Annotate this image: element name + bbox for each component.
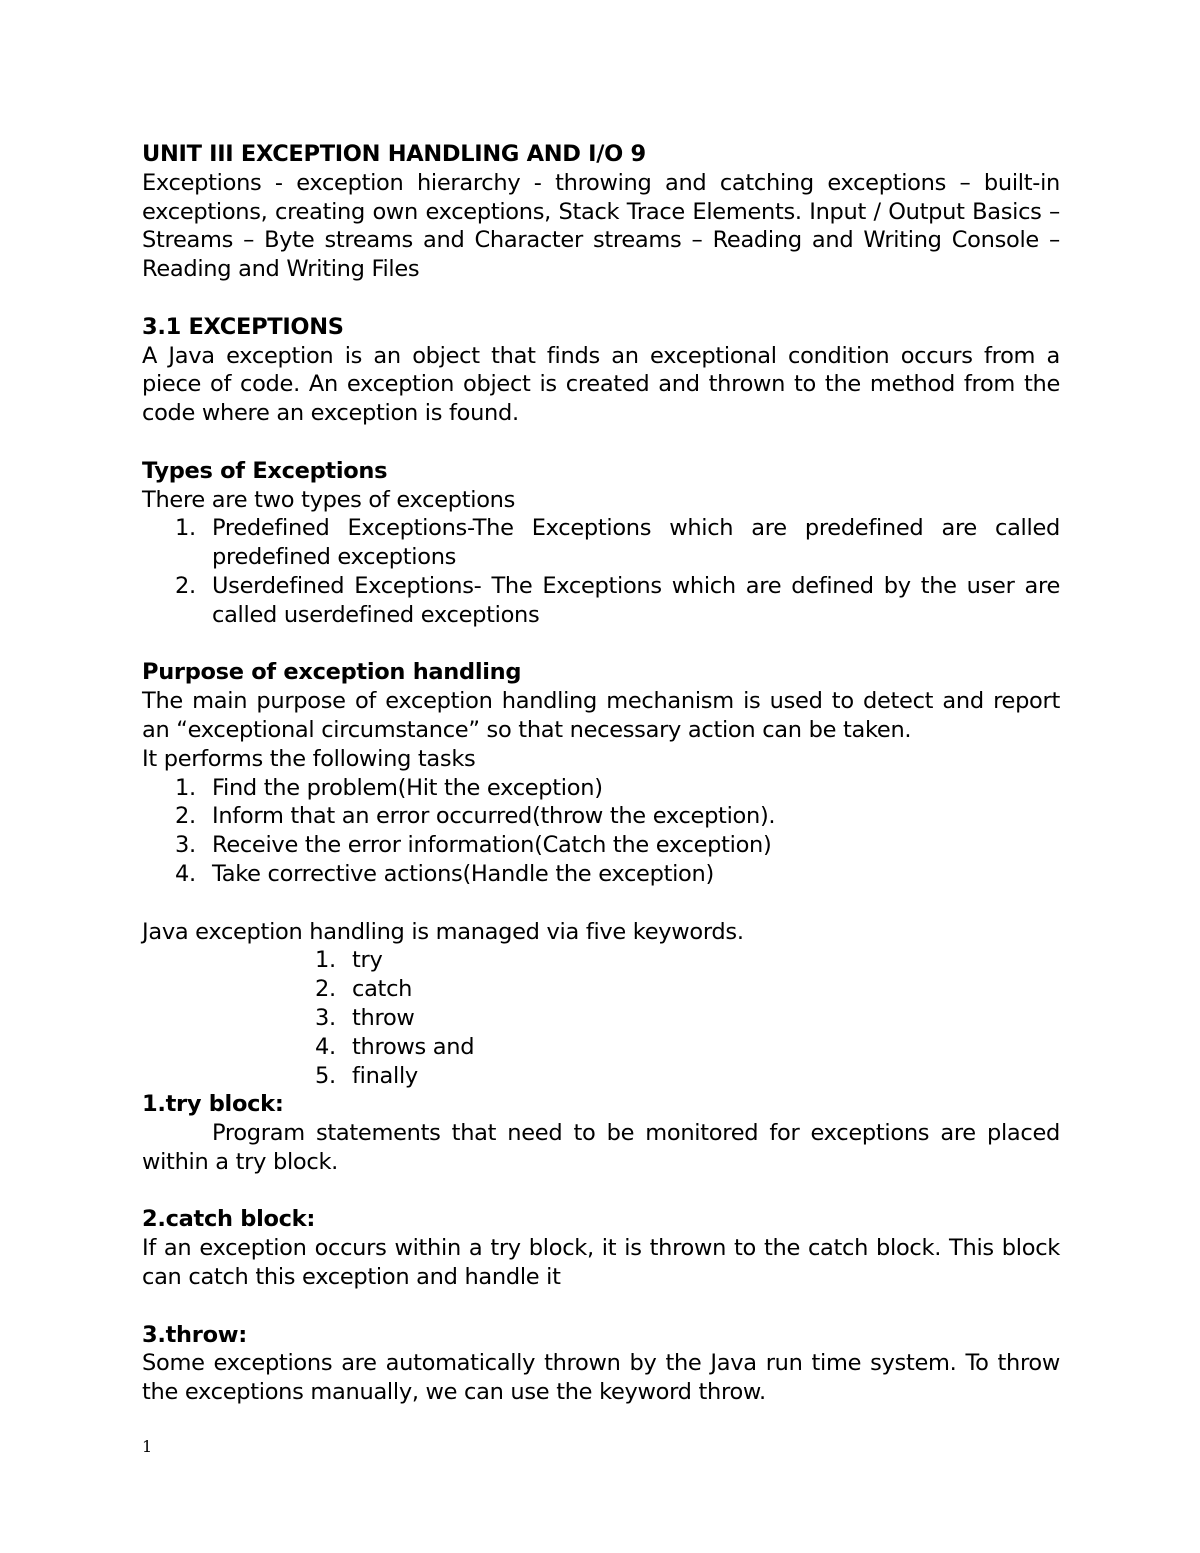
list-item-text: Predefined Exceptions-The Exceptions which are predefined are called predefined exceptions xyxy=(212,515,1060,571)
list-item-text: try xyxy=(352,947,383,974)
list-item xyxy=(142,1004,1060,1033)
purpose-heading: Purpose of exception handling xyxy=(142,659,522,686)
list-item-number: 1. xyxy=(315,947,336,974)
types-intro: There are two types of exceptions xyxy=(142,486,516,513)
spacer xyxy=(142,1177,1060,1206)
list-item-text: Find the problem(Hit the exception) xyxy=(212,774,603,801)
list-item-number: 4. xyxy=(315,1033,336,1060)
try-block-body: Program statements that need to be monitored for exceptions are placed within a try block. xyxy=(142,1120,1060,1175)
keywords-intro: Java exception handling is managed via five keywords. xyxy=(142,918,744,945)
throw-body: Some exceptions are automatically thrown by the Java run time system. To throw the exceptions manually, we can use the keyword throw. xyxy=(142,1350,1060,1406)
list-item-number: 4. xyxy=(175,860,196,887)
list-item-number: 3. xyxy=(175,832,196,859)
list-item-text: throws and xyxy=(352,1033,475,1060)
list-item xyxy=(142,975,1060,1004)
spacer xyxy=(142,428,1060,457)
list-item xyxy=(142,1033,1060,1062)
purpose-intro: It performs the following tasks xyxy=(142,745,476,772)
types-heading: Types of Exceptions xyxy=(142,457,388,484)
unit-summary: Exceptions - exception hierarchy - throwing and catching exceptions – built-in exceptions, creating own exceptions, Stack Trace Elements. Input / Output Basics – Streams – Byte streams and Character streams – Reading and Writing Console – Reading and Writing Files xyxy=(142,169,1060,283)
unit-heading: UNIT III EXCEPTION HANDLING AND I/O 9 xyxy=(142,141,646,167)
list-item-text: Inform that an error occurred(throw the exception). xyxy=(212,803,776,830)
list-item-text: Receive the error information(Catch the exception) xyxy=(212,832,772,859)
try-block-heading: 1.try block: xyxy=(142,1091,284,1118)
keywords-list xyxy=(142,946,1060,1090)
list-item-number: 5. xyxy=(315,1062,336,1089)
list-item-number: 2. xyxy=(175,572,196,599)
list-item xyxy=(142,946,1060,975)
spacer xyxy=(142,1292,1060,1321)
list-item-number: 2. xyxy=(175,803,196,830)
list-item-text: Userdefined Exceptions- The Exceptions which are defined by the user are called userdefined exceptions xyxy=(212,572,1060,628)
spacer xyxy=(142,630,1060,659)
list-item-number: 1. xyxy=(175,515,196,542)
purpose-list xyxy=(142,774,1060,889)
list-item xyxy=(142,514,1060,572)
throw-heading: 3.throw: xyxy=(142,1321,247,1348)
spacer xyxy=(142,284,1060,313)
list-item xyxy=(142,1062,1060,1091)
catch-block-heading: 2.catch block: xyxy=(142,1206,316,1233)
list-item-text: Take corrective actions(Handle the exception) xyxy=(212,860,714,887)
list-item-number: 1. xyxy=(175,774,196,801)
list-item-text: throw xyxy=(352,1004,415,1031)
list-item xyxy=(142,860,1060,889)
spacer xyxy=(142,889,1060,918)
list-item xyxy=(142,802,1060,831)
list-item-text: finally xyxy=(352,1062,418,1089)
list-item xyxy=(142,774,1060,803)
purpose-body: The main purpose of exception handling mechanism is used to detect and report an “exceptional circumstance” so that necessary action can be taken. xyxy=(142,688,1060,743)
page-number: 1 xyxy=(142,1437,153,1456)
list-item-number: 2. xyxy=(315,976,336,1003)
list-item xyxy=(142,572,1060,630)
list-item-text: catch xyxy=(352,976,413,1003)
section-exceptions-body: A Java exception is an object that finds an exceptional condition occurs from a piece of code. An exception object is created and thrown to the method from the code where an exception is found. xyxy=(142,342,1060,427)
list-item xyxy=(142,831,1060,860)
document-page xyxy=(142,140,1060,1407)
types-list xyxy=(142,514,1060,629)
catch-block-body: If an exception occurs within a try block, it is thrown to the catch block. This block can catch this exception and handle it xyxy=(142,1235,1060,1291)
list-item-number: 3. xyxy=(315,1004,336,1031)
section-exceptions-heading: 3.1 EXCEPTIONS xyxy=(142,313,344,340)
